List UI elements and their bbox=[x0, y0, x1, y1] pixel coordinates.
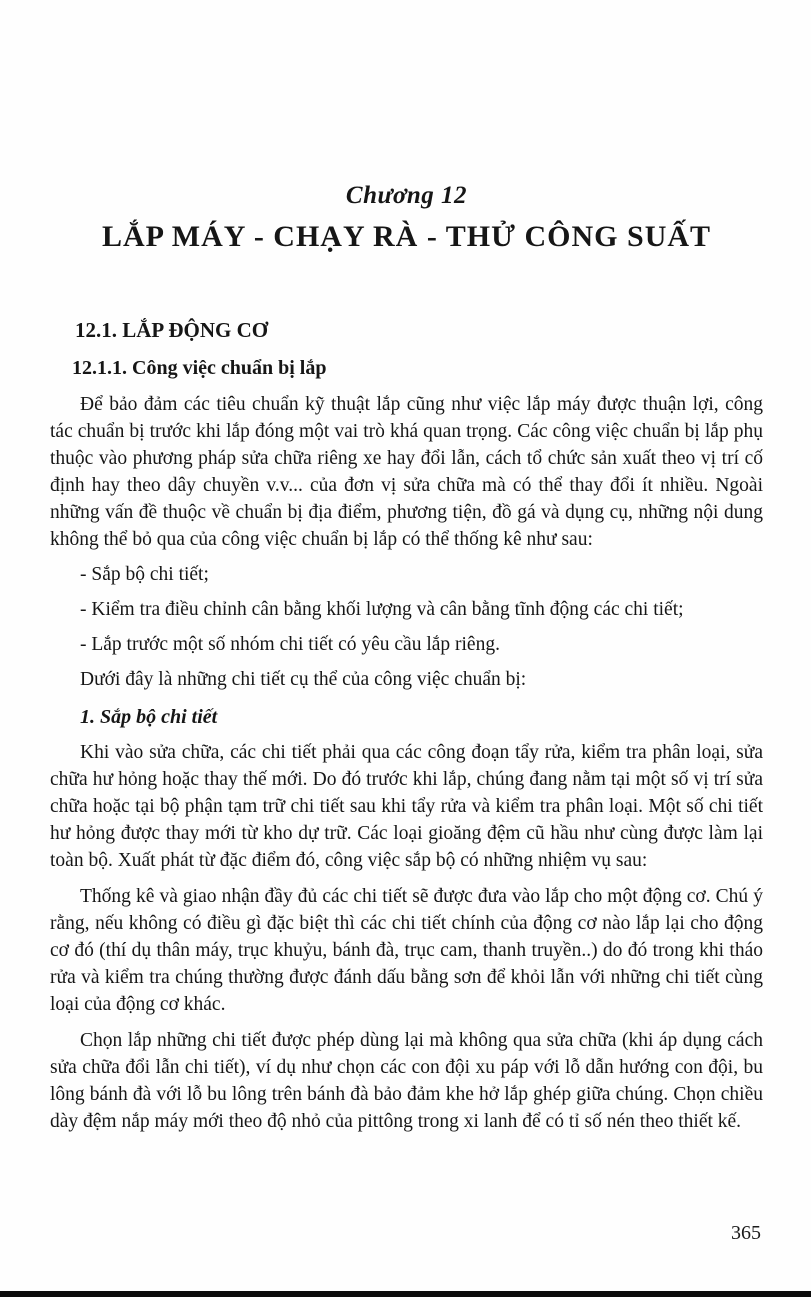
bullet-item: - Kiểm tra điều chỉnh cân bằng khối lượng và cân bằng tĩnh động các chi tiết; bbox=[80, 599, 684, 620]
bullet-item: - Sắp bộ chi tiết; bbox=[80, 564, 209, 585]
paragraph-c: Chọn lắp những chi tiết được phép dùng lại mà không qua sửa chữa (khi áp dụng cách sửa chữa đổi lẫn chi tiết), ví dụ như chọn các con đội xu páp với lỗ dẫn hướng con đội, bu lông bánh đà với lỗ bu lông trên bánh đà bảo đảm khe hở lắp ghép giữa chúng. Chọn chiều dày đệm nắp máy mới theo độ nhỏ của pittông trong xi lanh để có tỉ số nén theo thiết kế. bbox=[50, 1030, 763, 1132]
paragraph-intro: Để bảo đảm các tiêu chuẩn kỹ thuật lắp cũng như việc lắp máy được thuận lợi, công tác chuẩn bị trước khi lắp đóng một vai trò khá quan trọng. Các công việc chuẩn bị lắp phụ thuộc vào phương pháp sửa chữa riêng xe hay đổi lẫn, cách tổ chức sản xuất theo vị trí cố định hay theo dây chuyền v.v... của đơn vị sửa chữa mà có thể thay đổi ít nhiều. Ngoài những vấn đề thuộc về chuẩn bị địa điểm, phương tiện, đồ gá và dụng cụ, những nội dung không thể bỏ qua của công việc chuẩn bị lắp có thể thống kê như sau: bbox=[50, 394, 763, 550]
paragraph-lead-in: Dưới đây là những chi tiết cụ thể của công việc chuẩn bị: bbox=[80, 669, 527, 690]
item-heading-sap-bo-chi-tiet: 1. Sắp bộ chi tiết bbox=[80, 706, 218, 728]
chapter-title: LẮP MÁY - CHẠY RÀ - THỬ CÔNG SUẤT bbox=[101, 220, 712, 253]
page-number: 365 bbox=[731, 1222, 761, 1244]
section-heading-12-1: 12.1. LẮP ĐỘNG CƠ bbox=[75, 318, 269, 342]
subsection-heading-12-1-1: 12.1.1. Công việc chuẩn bị lắp bbox=[72, 357, 327, 379]
bullet-item: - Lắp trước một số nhóm chi tiết có yêu cầu lắp riêng. bbox=[80, 634, 500, 655]
paragraph-b: Thống kê và giao nhận đầy đủ các chi tiết sẽ được đưa vào lắp cho một động cơ. Chú ý rằng, nếu không có điều gì đặc biệt thì các chi tiết chính của động cơ nào lắp lại cho động cơ đó (thí dụ thân máy, trục khuỷu, bánh đà, trục cam, thanh truyền..) do đó trong khi tháo rửa và kiểm tra chúng thường được đánh dấu bằng sơn để khỏi lẫn với những chi tiết cùng loại của động cơ khác. bbox=[50, 886, 763, 1015]
chapter-label: Chương 12 bbox=[345, 182, 468, 209]
paragraph-a: Khi vào sửa chữa, các chi tiết phải qua các công đoạn tẩy rửa, kiểm tra phân loại, sửa chữa hư hỏng hoặc thay thế mới. Do đó trước khi lắp, chúng đang nằm tại một số vị trí sửa chữa hoặc tại bộ phận tạm trữ chi tiết sau khi tẩy rửa và kiểm tra phân loại. Một số chi tiết hư hỏng được thay mới từ kho dự trữ. Các loại gioăng đệm cũ hầu như cùng được làm lại toàn bộ. Xuất phát từ đặc điểm đó, công việc sắp bộ có những nhiệm vụ sau: bbox=[50, 742, 763, 871]
scan-edge-artifact bbox=[0, 1291, 811, 1297]
